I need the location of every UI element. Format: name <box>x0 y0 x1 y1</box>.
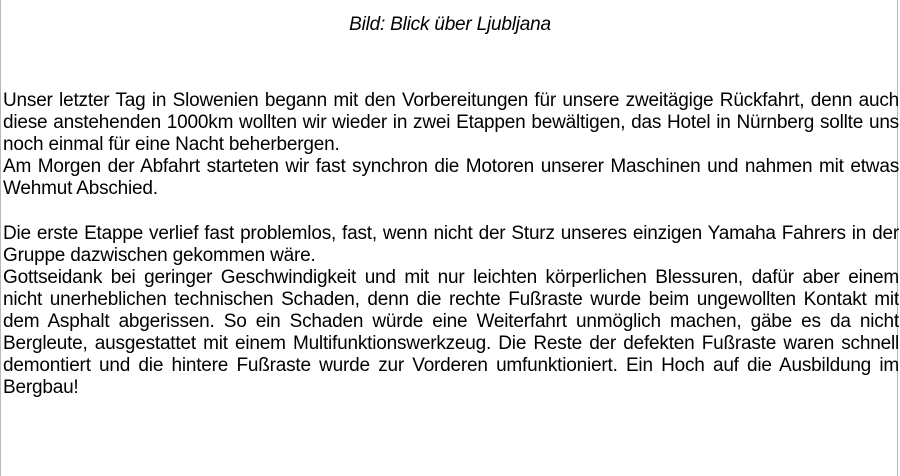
image-caption: Bild: Blick über Ljubljana <box>349 14 551 35</box>
paragraph-return-trip: Unser letzter Tag in Slowenien begann mit den Vorbereitungen für unsere zweitägige Rückfahrt, denn auch diese anstehenden 1000km wollten wir wieder in zwei Etappen bewältigen, das Hotel in Nürnberg sollte uns noch einmal für eine Nacht beherbergen. <box>3 90 899 156</box>
paragraph-gap <box>3 200 899 222</box>
article-body <box>3 90 899 399</box>
paragraph-first-stage: Die erste Etappe verlief fast problemlos, fast, wenn nicht der Sturz unseres einzigen Yamaha Fahrers in der Gruppe dazwischen gekommen wäre. <box>3 222 899 266</box>
paragraph-departure: Am Morgen der Abfahrt starteten wir fast synchron die Motoren unserer Maschinen und nahmen mit etwas Wehmut Abschied. <box>3 156 899 200</box>
paragraph-repair: Gottseidank bei geringer Geschwindigkeit und mit nur leichten körperlichen Blessuren, dafür aber einem nicht unerheblichen technischen Schaden, denn die rechte Fußraste wurde beim ungewollten Kontakt mit dem Asphalt abgerissen. So ein Schaden würde eine Weiterfahrt unmöglich machen, gäbe es da nicht Bergleute, ausgestattet mit einem Multifunktionswerkzeug. Die Reste der defekten Fußraste waren schnell demontiert und die hintere Fußraste wurde zur Vorderen umfunktioniert. Ein Hoch auf die Ausbildung im Bergbau! <box>3 266 899 399</box>
